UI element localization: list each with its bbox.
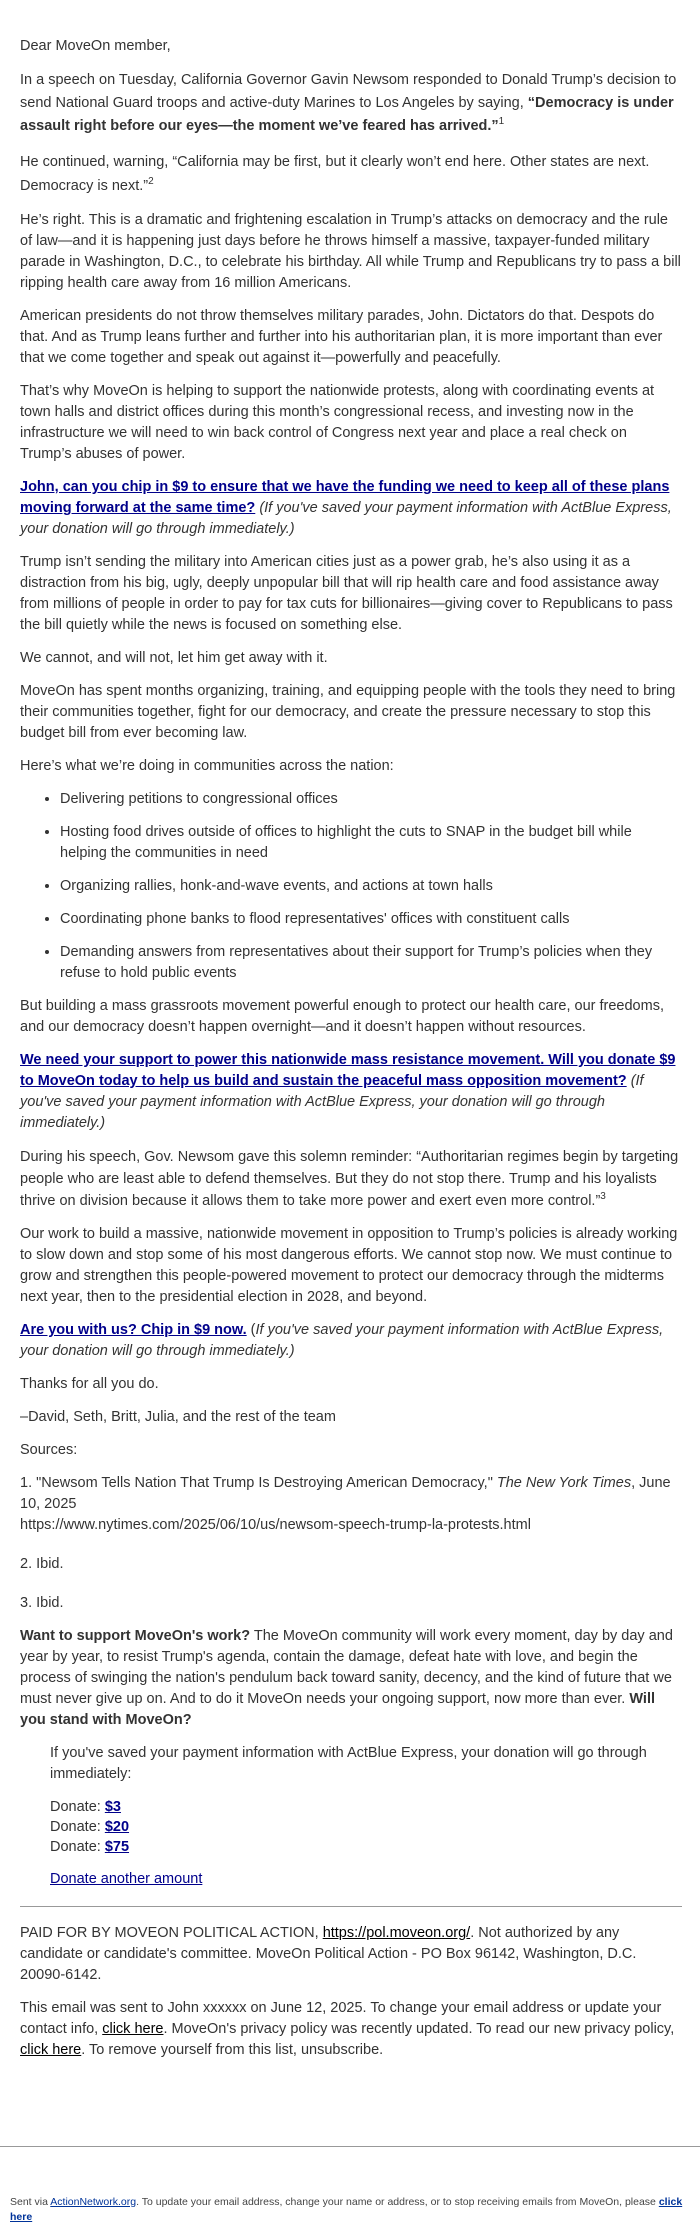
paragraph-organizing: MoveOn has spent months organizing, training, and equipping people with the tools they need to bring their communities together, fight for our democracy, and create the pressure necessary to stop this budget bill from ever becoming law. [20,683,676,741]
privacy-policy-link[interactable]: click here [20,2042,82,2058]
paragraph-escalation: He’s right. This is a dramatic and frightening escalation in Trump’s attacks on democracy and the rule of law—and it is happening just days before he throws himself a massive, taxpayer-funded military parade in Washington, D.C., to celebrate his birthday. All while Trump and Republicans try to pass a bill ripping health care away from 16 million Americans. [20,212,681,291]
donate-20-link[interactable]: $20 [104,1819,130,1835]
source-3: 3. Ibid. [20,1595,64,1611]
source-2: 2. Ibid. [20,1556,64,1572]
ask-paragraph-1 [20,477,682,540]
source-url: https://www.nytimes.com/2025/06/10/us/newsom-speech-trump-la-protests.html [20,1517,531,1533]
donate-box [50,1743,682,1890]
signoff: –David, Seth, Britt, Julia, and the rest of the team [20,1409,336,1425]
paragraph-newsom-quote: In a speech on Tuesday, California Governor Gavin Newsom responded to Donald Trump’s decision to send National Guard troops and active-duty Marines to Los Angeles by saying, “Democracy is under assault right before our eyes—the moment we’ve feared has arrived.”$^1$ [20,72,677,134]
support-lead: Want to support MoveOn's work? [20,1628,251,1644]
action-network-link[interactable]: ActionNetwork.org [50,2196,137,2208]
ask-paragraph-2 [20,1050,682,1134]
donate-row-3: Donate: $3 [50,1799,121,1815]
paragraph-presidents: American presidents do not throw themselves military parades, John. Dictators do that. Despots do that. And as Trump leans further and further into his authoritarian plan, it is more important than ever that we come together and speak out against it—powerfully and peacefully. [20,308,663,366]
donate-row-20: Donate: $20 [50,1819,130,1835]
chip-in-9-link-3[interactable]: Are you with us? Chip in $9 now. [20,1322,247,1338]
paragraph-why-moveon: That’s why MoveOn is helping to support the nationwide protests, along with coordinating events at town halls and district offices during this month’s congressional recess, and investing now in the infrastructure we will need to win back control of Congress next year and place a real check on Trump’s abuses of power. [20,383,655,462]
footer-divider [0,2146,700,2147]
greeting: Dear MoveOn member, [20,38,171,54]
action-network-footer: Sent via ActionNetwork.org. To update your email address, change your name or address, or to stop receiving emails from MoveOn, please click here [10,2196,683,2223]
footer-click-here-link[interactable]: click here [10,2196,683,2223]
footnote-ref-2: 2 [148,176,154,188]
pol-moveon-link[interactable]: https://pol.moveon.org/ [322,1925,471,1941]
donate-3-link[interactable]: $3 [104,1799,121,1815]
list-item: • Demanding answers from representatives about their support for Trump’s policies when they refuse to hold public events [60,942,682,984]
footnote-ref-3: 3 [600,1191,606,1203]
donate-9-link-2[interactable]: We need your support to power this nationwide mass resistance movement. Will you donate $9 to MoveOn today to help us build and sustain the peaceful mass opposition movement? [20,1052,676,1089]
thanks-line: Thanks for all you do. [20,1376,159,1392]
chip-in-9-link-1[interactable]: John, can you chip in $9 to ensure that we have the funding we need to keep all of these plans moving forward at the same time? [20,479,670,516]
paragraph-our-work: Our work to build a massive, nationwide movement in opposition to Trump’s policies is already working to slow down and stop some of his most dangerous efforts. We cannot stop now. We must continue to grow and strengthen this people-powered movement to protect our democracy through the midterms next year, then to the presidential election in 2028, and beyond. [20,1226,678,1305]
source-1: 1. "Newsom Tells Nation That Trump Is Destroying American Democracy," The New York Times, June 10, 2025 https://www.nytimes.com/2025/06/10/us/newsom-speech-trump-la-protests.html [20,1475,671,1533]
paragraph-cannot: We cannot, and will not, let him get away with it. [20,650,328,666]
support-paragraph: Want to support MoveOn's work? The MoveOn community will work every moment, day by day and year by year, to resist Trump's agenda, contain the damage, defeat hate with love, and begin the process of swinging the nation's pendulum back toward sanity, decency, and the kind of future that we must never give up on. And to do it MoveOn needs your ongoing support, now more than ever. Will you stand with MoveOn? [20,1628,673,1728]
paragraph-distraction: Trump isn’t sending the military into American cities just as a power grab, he’s also using it as a distraction from his big, ugly, deeply unpopular bill that will rip health care and food assistance away from millions of people in order to pay for tax cuts for billionaires—giving cover to Republicans to pass the bill quietly while the news is focused on something else. [20,554,673,633]
donate-75-link[interactable]: $75 [104,1839,130,1855]
divider [20,1906,682,1907]
paragraph-continued: He continued, warning, “California may be first, but it clearly won’t end here. Other states are next. Democracy is next.”$^2$ [20,154,650,194]
donate-row-75: Donate: $75 [50,1839,130,1855]
ask-paragraph-3: Are you with us? Chip in $9 now. (If you've saved your payment information with ActBlue Express, your donation will go through immediately.) [20,1322,664,1359]
list-item: • Coordinating phone banks to flood representatives' offices with constituent calls [60,909,682,930]
newsom-quote: “Democracy is under assault right before our eyes—the moment we’ve feared has arrived.” [20,95,674,134]
sources-label: Sources: [20,1442,78,1458]
footnote-ref-1: 1 [498,116,505,128]
sent-to-notice: This email was sent to John xxxxxx on June 12, 2025. To change your email address or update your contact info, click here. MoveOn's privacy policy was recently updated. To read our new privacy policy, click here. To remove yourself from this list, unsubscribe. [20,2000,675,2058]
actblue-note-1: (If you've saved your payment information with ActBlue Express, your donation will go through immediately.) [20,500,672,537]
support-close: Will you stand with MoveOn? [20,1691,656,1728]
actblue-express-note: If you've saved your payment information with ActBlue Express, your donation will go through immediately: [50,1745,647,1782]
paragraph-grassroots: But building a mass grassroots movement powerful enough to protect our health care, our freedoms, and our democracy doesn’t happen overnight—and it doesn’t happen without resources. [20,998,664,1035]
update-contact-link[interactable]: click here [102,2021,164,2037]
paragraph-solemn-reminder: During his speech, Gov. Newsom gave this solemn reminder: “Authoritarian regimes begin by targeting people who are least able to defend themselves. But they do not stop there. Trump and his loyalists thrive on division because it allows them to take more power and exert even more control.”$^3$ [20,1149,679,1209]
donate-another-amount-link[interactable]: Donate another amount [50,1871,203,1887]
source-publication: The New York Times [496,1475,632,1491]
actblue-note-3: If you've saved your payment information with ActBlue Express, your donation will go through immediately.) [20,1322,664,1359]
paid-for-disclaimer: PAID FOR BY MOVEON POLITICAL ACTION, https://pol.moveon.org/. Not authorized by any candidate or candidate's committee. MoveOn Political Action - PO Box 96142, Washington, D.C. 20090-6142. [20,1925,637,1983]
paragraph-here-is-what: Here’s what we’re doing in communities across the nation: [20,758,394,774]
list-item: • Hosting food drives outside of offices to highlight the cuts to SNAP in the budget bill while helping the communities in need [60,822,682,864]
actblue-note-2: (If you've saved your payment information with ActBlue Express, your donation will go through immediately.) [20,1073,644,1131]
email-body [20,0,682,2073]
list-item: • Delivering petitions to congressional offices [60,789,682,810]
list-item: • Organizing rallies, honk-and-wave events, and actions at town halls [60,876,682,897]
actions-list [20,789,682,984]
